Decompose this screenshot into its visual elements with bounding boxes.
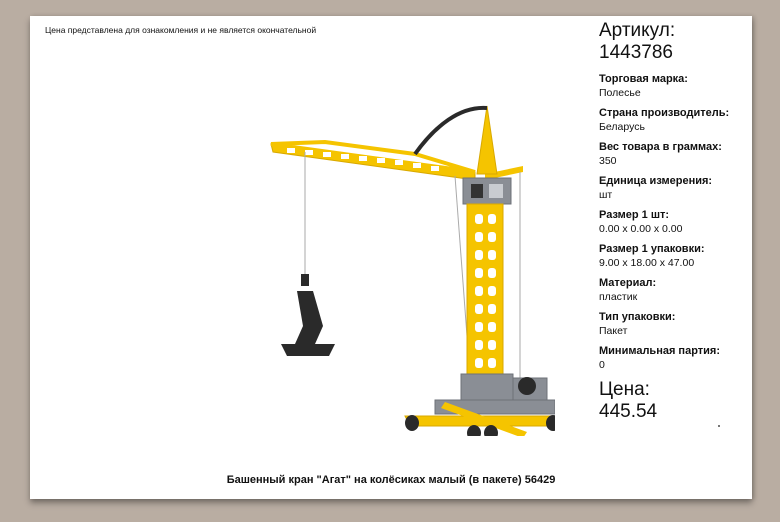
attr-label: Размер 1 упаковки: [599,243,705,255]
attr-country [599,107,749,134]
attr-unit [599,175,749,202]
attr-brand [599,73,749,100]
attr-label: Размер 1 шт: [599,209,670,221]
attr-item-size [599,209,749,236]
attr-min-batch [599,345,749,372]
attr-label: Тип упаковки: [599,311,676,323]
sku-label: Артикул: [599,20,676,41]
attr-value: Полесье [599,87,641,99]
attr-label: Минимальная партия: [599,345,720,357]
sku-value: 1443786 [599,42,673,63]
attr-value: шт [599,189,613,201]
attr-package-size [599,243,749,270]
attr-label: Единица измерения: [599,175,713,187]
attr-value: 350 [599,155,617,167]
attr-material [599,277,749,304]
product-info-panel [599,20,749,423]
attr-label: Материал: [599,277,657,289]
price-disclaimer: Цена представлена для ознакомления и не является окончательной [45,25,317,35]
product-title: Башенный кран "Агат" на колёсиках малый (в пакете) 56429 [226,474,556,486]
attr-value: 0.00 x 0.00 x 0.00 [599,223,683,235]
price-value: 445.54 [599,401,658,422]
product-card [30,16,752,499]
attr-package-type [599,311,749,338]
product-image [265,86,555,436]
decorative-dot [718,425,720,427]
attr-label: Торговая марка: [599,73,688,85]
attr-label: Вес товара в граммах: [599,141,722,153]
attr-value: 9.00 x 18.00 x 47.00 [599,257,695,269]
crane-illustration [265,86,555,436]
attr-value: Беларусь [599,121,645,133]
attr-weight [599,141,749,168]
price-label: Цена: [599,379,650,400]
attr-value: Пакет [599,325,628,337]
attr-label: Страна производитель: [599,107,730,119]
attr-value: 0 [599,359,605,371]
attr-value: пластик [599,291,638,303]
